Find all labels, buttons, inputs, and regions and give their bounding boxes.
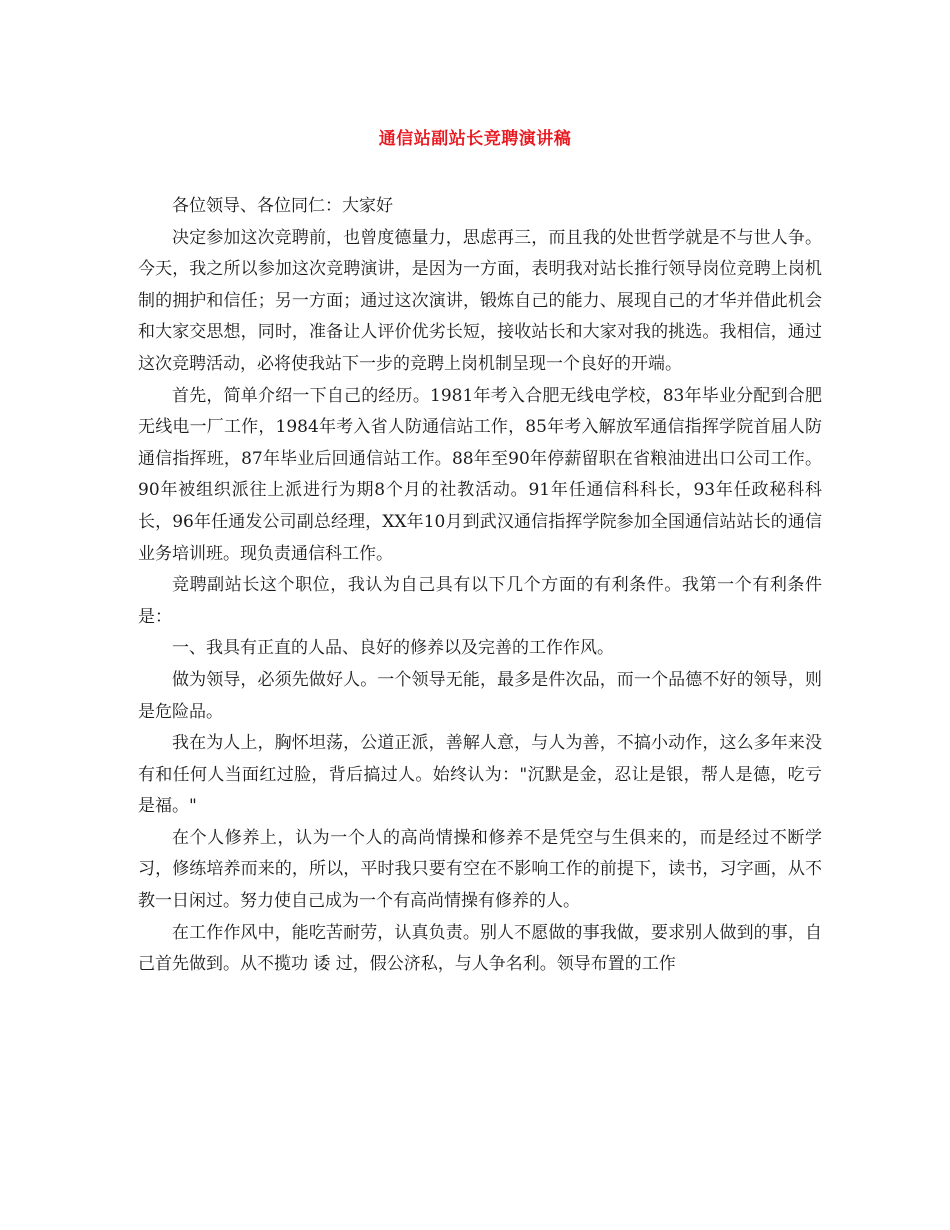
paragraph: 决定参加这次竞聘前，也曾度德量力，思虑再三，而且我的处世哲学就是不与世人争。今天，我之所以参加这次竞聘演讲，是因为一方面，表明我对站长推行领导岗位竞聘上岗机制的拥护和信任；另一方面；通过这次演讲，锻炼自己的能力、展现自己的才华并借此机会和大家交思想，同时，准备让人评价优劣长短，接收站长和大家对我的挑选。我相信，通过这次竞聘活动，必将使我站下一步的竞聘上岗机制呈现一个良好的开端。 — [138, 227, 822, 374]
document-body — [138, 191, 822, 981]
paragraph: 做为领导，必须先做好人。一个领导无能，最多是件次品，而一个品德不好的领导，则是危险品。 — [138, 669, 822, 722]
paragraph-heading: 一、我具有正直的人品、良好的修养以及完善的工作作风。 — [172, 638, 614, 659]
document-title: 通信站副站长竞聘演讲稿 — [378, 129, 572, 149]
paragraph-greeting: 各位领导、各位同仁：大家好 — [172, 196, 393, 216]
paragraph: 我在为人上，胸怀坦荡，公道正派，善解人意，与人为善，不搞小动作，这么多年来没有和任何人当面红过脸，背后搞过人。始终认为："沉默是金，忍让是银，帮人是德，吃亏是福。" — [138, 733, 822, 817]
paragraph: 在个人修养上，认为一个人的高尚情操和修养不是凭空与生俱来的，而是经过不断学习，修练培养而来的，所以，平时我只要有空在不影响工作的前提下，读书，习字画，从不教一日闲过。努力使自己成为一个有高尚情操有修养的人。 — [138, 827, 822, 912]
paragraph: 首先，简单介绍一下自己的经历。1981年考入合肥无线电学校，83年毕业分配到合肥无线电一厂工作，1984年考入省人防通信站工作，85年考入解放军通信指挥学院首届人防通信指挥班，87年毕业后回通信站工作。88年至90年停薪留职在省粮油进出口公司工作。90年被组织派往上派进行为期8个月的社教活动。91年任通信科科长，93年任政秘科科长，96年任通发公司副总经理，XX年10月到武汉通信指挥学院参加全国通信站站长的通信业务培训班。现负责通信科工作。 — [138, 385, 822, 564]
paragraph: 竞聘副站长这个职位，我认为自己具有以下几个方面的有利条件。我第一个有利条件是： — [138, 575, 822, 627]
paragraph: 在工作作风中，能吃苦耐劳，认真负责。别人不愿做的事我做，要求别人做到的事，自己首先做到。从不揽功 诿 过，假公济私，与人争名利。领导布置的工作 — [138, 922, 822, 975]
